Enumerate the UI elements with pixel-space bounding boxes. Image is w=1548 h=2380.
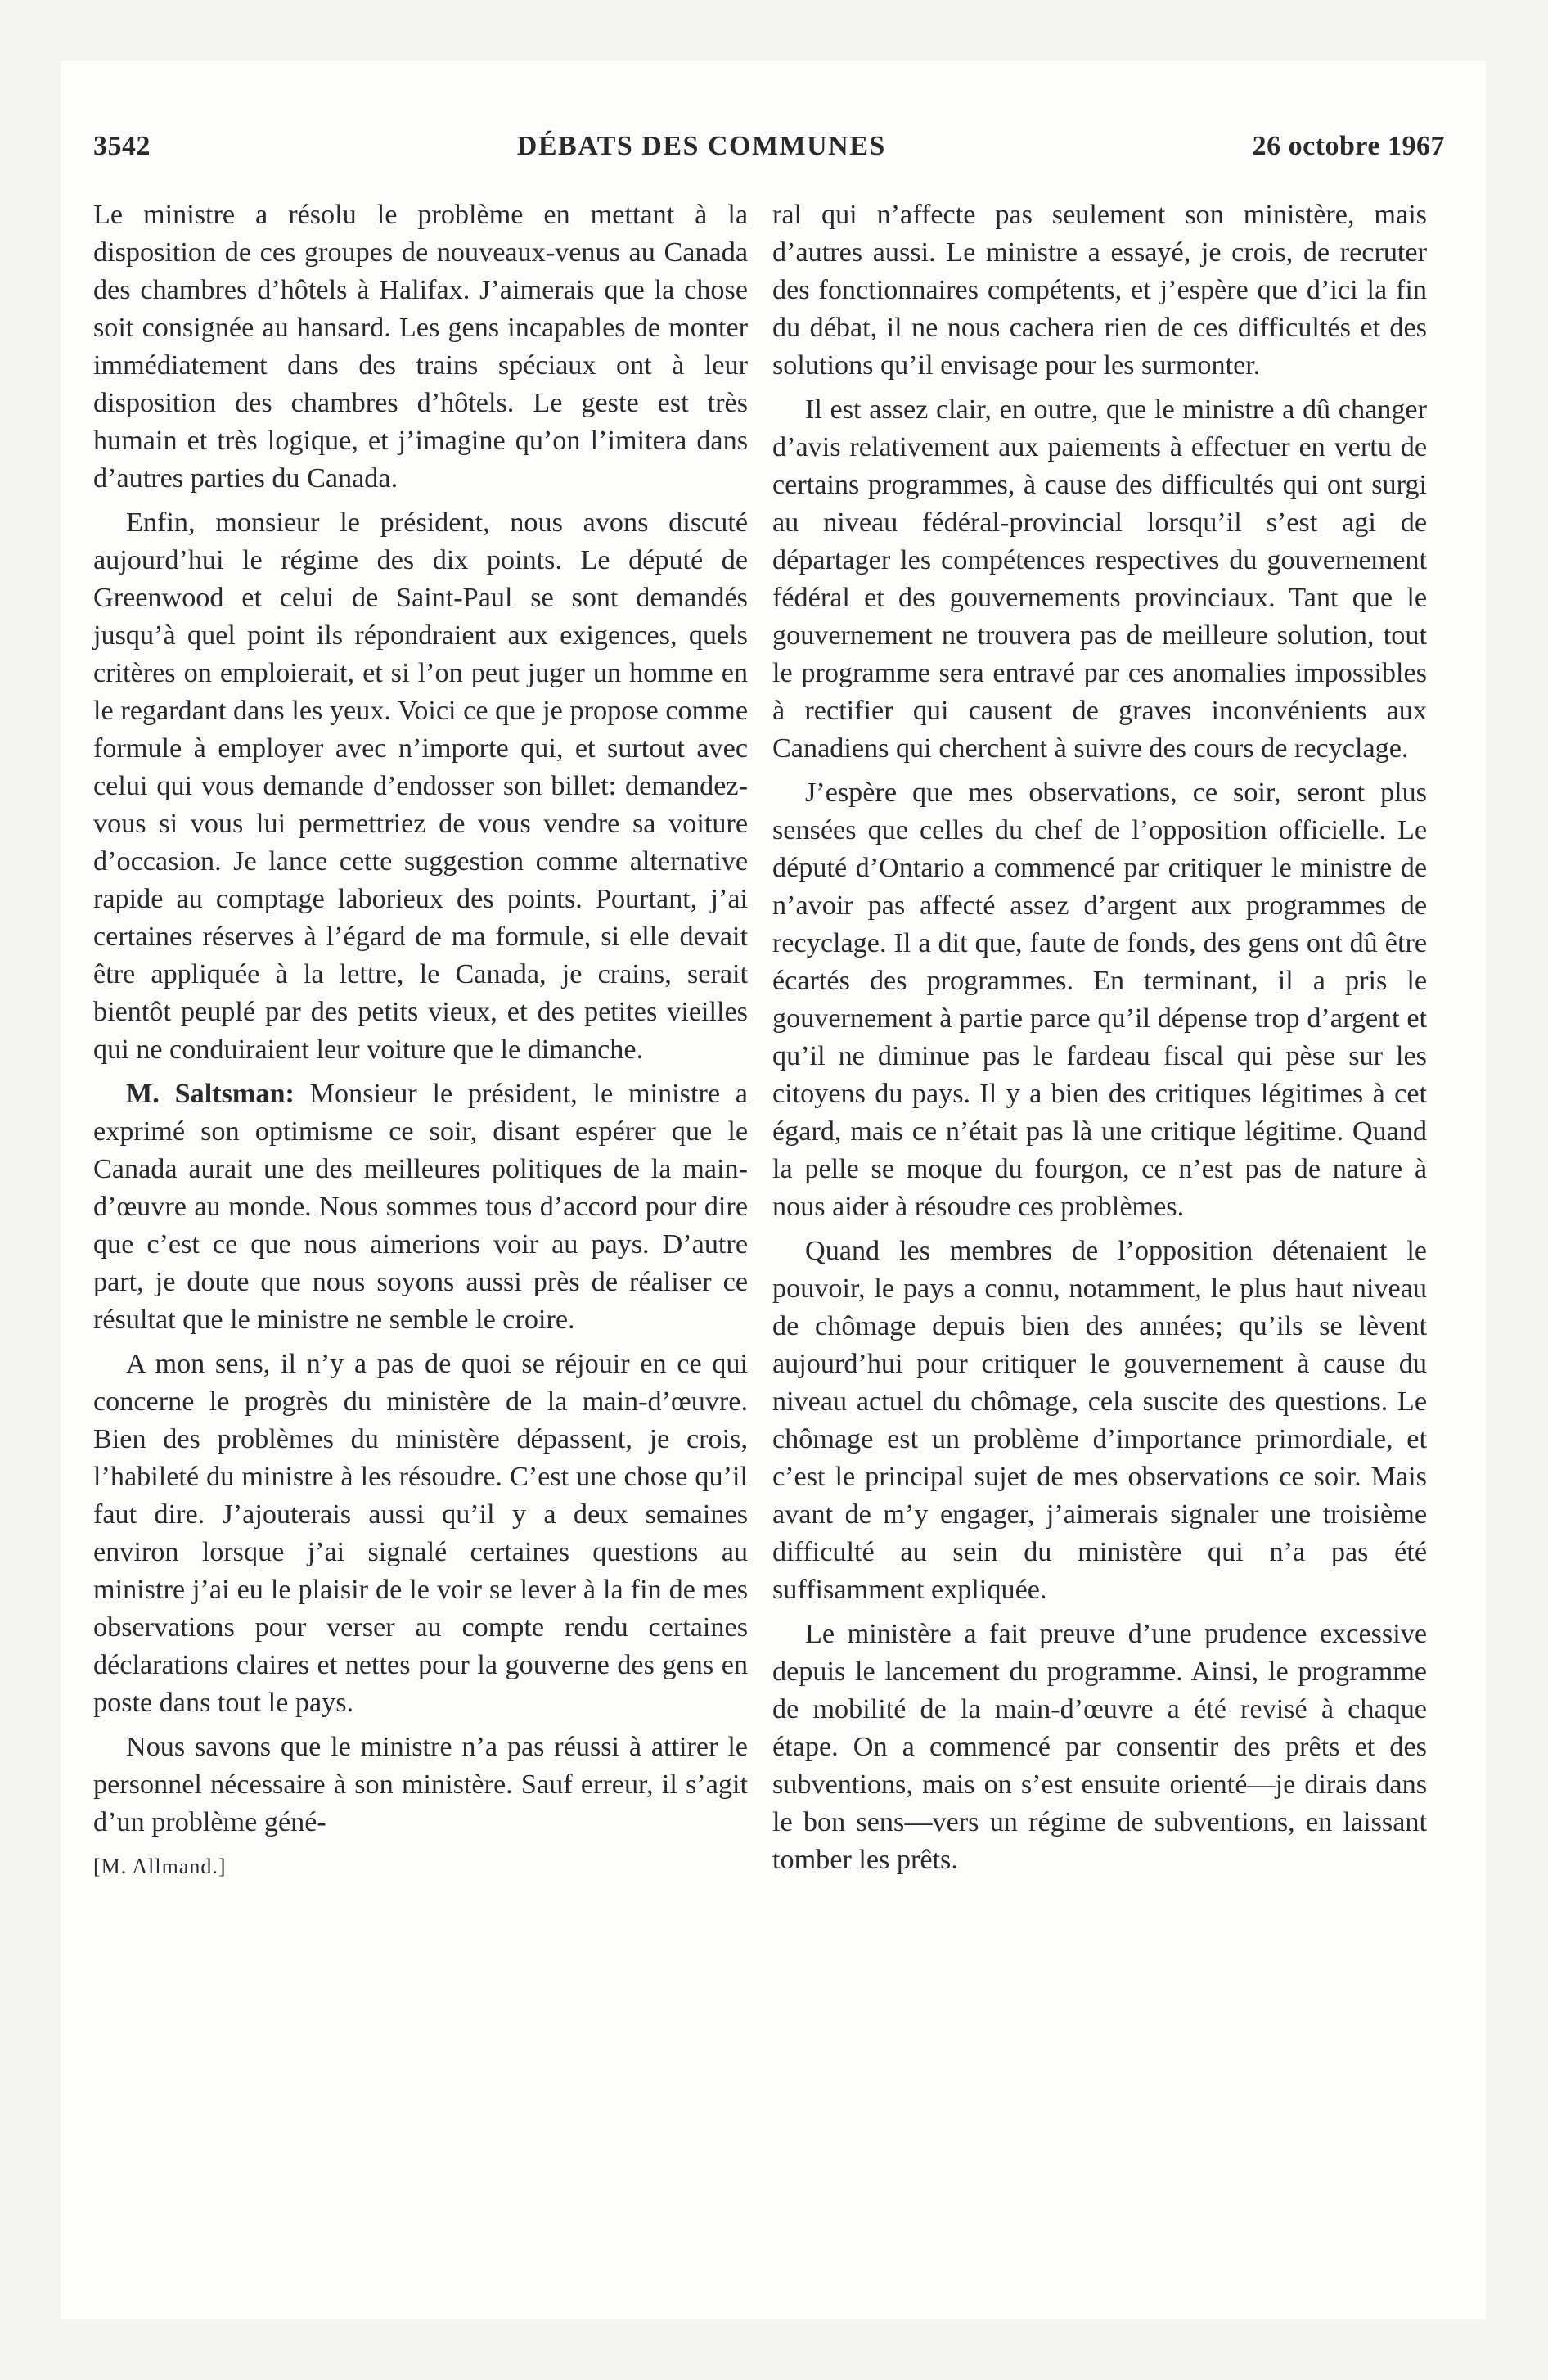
paragraph xyxy=(93,1075,748,1339)
paragraph: ral qui n’affecte pas seulement son ministère, mais d’autres aussi. Le ministre a essayé, je crois, de recruter des fonctionnaires compétents, et j’espère que d’ici la fin du débat, il ne nous cachera rien de ces difficultés et des solutions qu’il envisage pour les surmonter. xyxy=(772,200,1427,381)
speaker-attribution: [M. Allmand.] xyxy=(93,1855,227,1878)
page-title: DÉBATS DES COMMUNES xyxy=(516,131,886,161)
paragraph: A mon sens, il n’y a pas de quoi se réjouir en ce qui concerne le progrès du ministère de la main-d’œuvre. Bien des problèmes du ministère dépassent, je crois, l’habileté du ministre à les résoudre. C’est une chose qu’il faut dire. J’ajouterais aussi qu’il y a deux semaines environ lorsque j’ai signalé certaines questions au ministre j’ai eu le plaisir de le voir se lever à la fin de mes observations pour verser au compte rendu certaines déclarations claires et nettes pour la gouverne des gens en poste dans tout le pays. xyxy=(93,1349,748,1718)
paragraph: Le ministre a résolu le problème en mettant à la disposition de ces groupes de nouveaux-venus au Canada des chambres d’hôtels à Halifax. J’aimerais que la chose soit consignée au hansard. Les gens incapables de monter immédiatement dans des trains spéciaux ont à leur disposition des chambres d’hôtels. Le geste est très humain et très logique, et j’imagine qu’on l’imitera dans d’autres parties du Canada. xyxy=(93,200,748,494)
paragraph: Le ministère a fait preuve d’une prudence excessive depuis le lancement du programme. Ainsi, le programme de mobilité de la main-d’œuvre a été revisé à chaque étape. On a commencé par consentir des prêts et des subventions, mais on s’est ensuite orienté—je dirais dans le bon sens—vers un régime de subventions, en laissant tomber les prêts. xyxy=(772,1619,1427,1875)
speaker-name: M. Saltsman: xyxy=(126,1079,295,1109)
page-header xyxy=(93,131,1445,177)
speech-text: Monsieur le président, le ministre a exprimé son optimisme ce soir, disant espérer que le Canada aurait une des meilleures politiques de la main-d’œuvre au monde. Nous sommes tous d’accord pour dire que c’est ce que nous aimerions voir au pays. D’autre part, je doute que nous soyons aussi près de réaliser ce résultat que le ministre ne semble le croire. xyxy=(93,1079,748,1335)
paragraph: J’espère que mes observations, ce soir, seront plus sensées que celles du chef de l’opposition officielle. Le député d’Ontario a commencé par critiquer le ministre de n’avoir pas affecté assez d’argent aux programmes de recyclage. Il a dit que, faute de fonds, des gens ont dû être écartés des programmes. En terminant, il a pris le gouvernement à partie parce qu’il dépense trop d’argent et qu’il ne diminue pas le fardeau fiscal qui pèse sur les citoyens du pays. Il y a bien des critiques légitimes à cet égard, mais ce n’était pas là une critique légitime. Quand la pelle se moque du fourgon, ce n’est pas de nature à nous aider à résoudre ces problèmes. xyxy=(772,778,1427,1222)
document-page xyxy=(61,61,1486,2319)
paragraph: Quand les membres de l’opposition détenaient le pouvoir, le pays a connu, notamment, le plus haut niveau de chômage depuis bien des années; qu’ils se lèvent aujourd’hui pour critiquer le gouvernement à cause du niveau actuel du chômage, cela suscite des questions. Le chômage est un problème d’importance primordiale, et c’est le principal sujet de mes observations ce soir. Mais avant de m’y engager, j’aimerais signaler une troisième difficulté au sein du ministère qui n’a pas été suffisamment expliquée. xyxy=(772,1236,1427,1605)
page-number: 3542 xyxy=(93,131,151,161)
page-date: 26 octobre 1967 xyxy=(1252,131,1445,161)
paragraph: Nous savons que le ministre n’a pas réussi à attirer le personnel nécessaire à son ministère. Sauf erreur, il s’agit d’un problème géné- xyxy=(93,1732,748,1837)
right-column xyxy=(772,196,1427,1886)
paragraph: Enfin, monsieur le président, nous avons discuté aujourd’hui le régime des dix points. Le député de Greenwood et celui de Saint-Paul se sont demandés jusqu’à quel point ils répondraient aux exigences, quels critères on emploierait, et si l’on peut juger un homme en le regardant dans les yeux. Voici ce que je propose comme formule à employer avec n’importe qui, et surtout avec celui qui vous demande d’endosser son billet: demandez-vous si vous lui permettriez de vous vendre sa voiture d’occasion. Je lance cette suggestion comme alternative rapide au comptage laborieux des points. Pourtant, j’ai certaines réserves à l’égard de ma formule, si elle devait être appliquée à la lettre, le Canada, je crains, serait bientôt peuplé par des petits vieux, et des petites vieilles qui ne conduiraient leur voiture que le dimanche. xyxy=(93,507,748,1065)
paragraph: Il est assez clair, en outre, que le ministre a dû changer d’avis relativement aux paiements à effectuer en vertu de certains programmes, à cause des difficultés qui ont surgi au niveau fédéral-provincial lorsqu’il s’est agi de départager les compétences respectives du gouvernement fédéral et des gouvernements provinciaux. Tant que le gouvernement ne trouvera pas de meilleure solution, tout le programme sera entravé par ces anomalies impossibles à rectifier qui causent de graves inconvénients aux Canadiens qui cherchent à suivre des cours de recyclage. xyxy=(772,394,1427,764)
left-column xyxy=(93,196,748,1886)
